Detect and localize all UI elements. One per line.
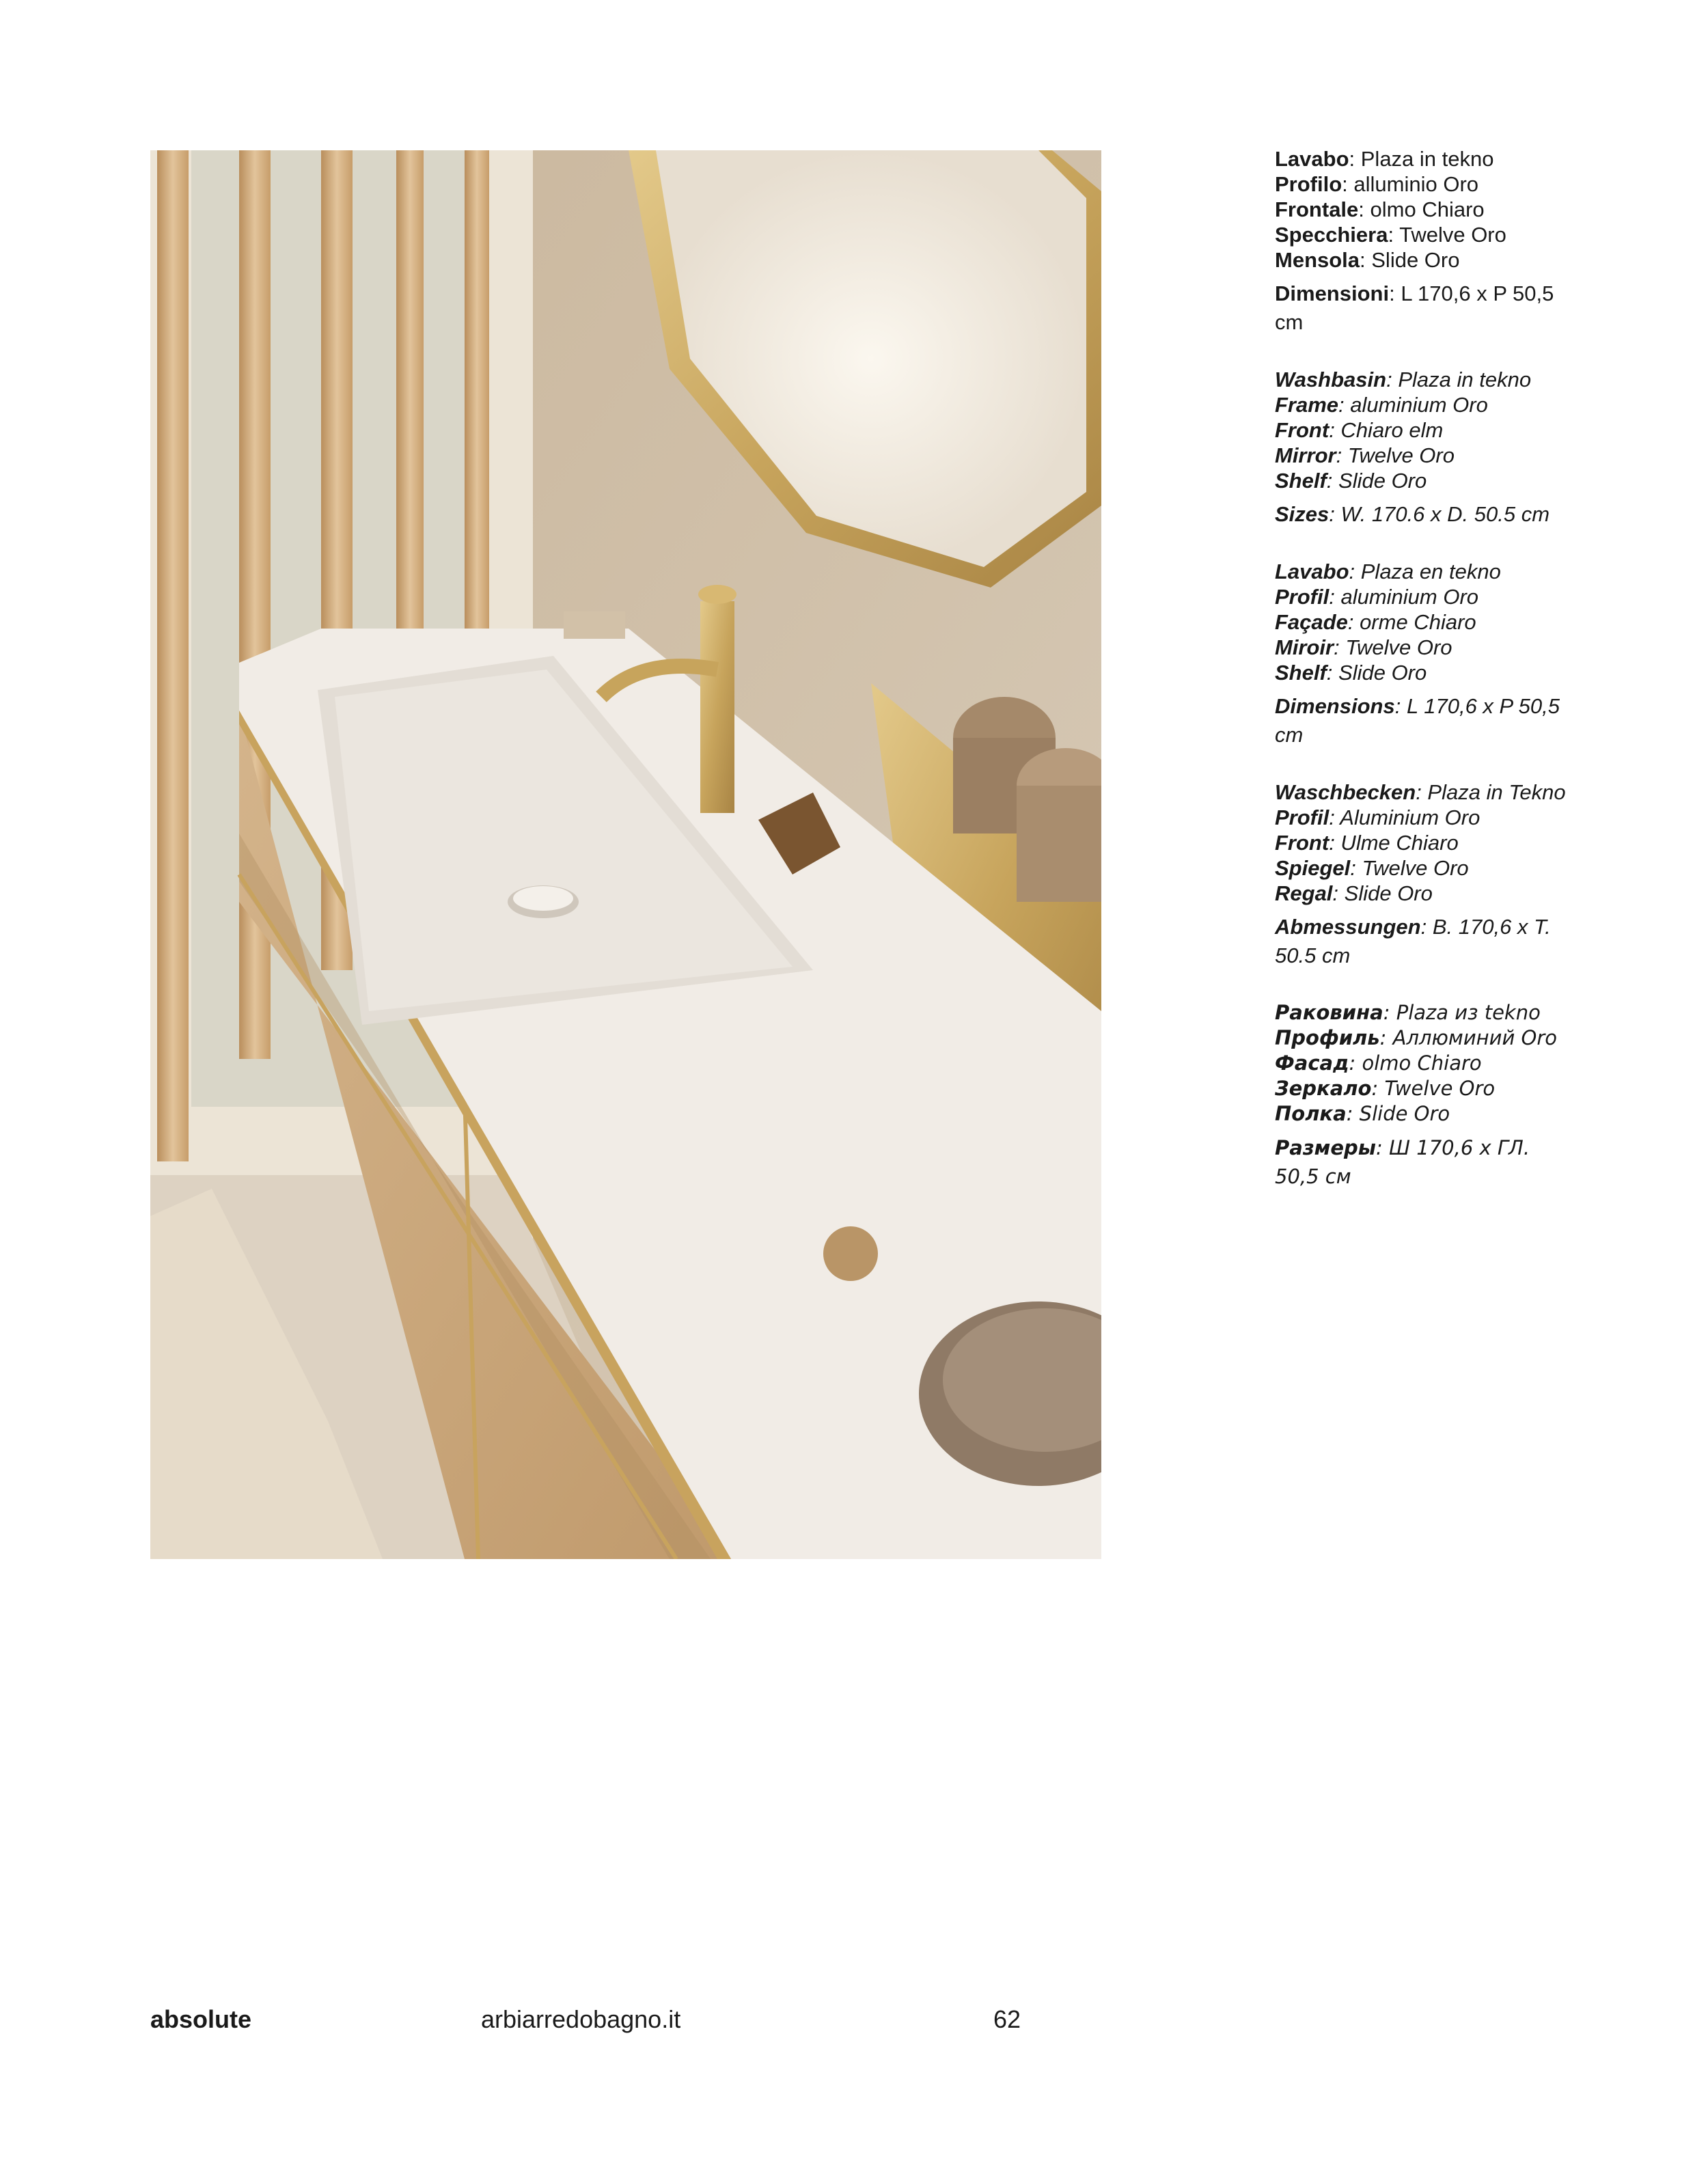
spec-row bbox=[1275, 392, 1562, 417]
spec-label: Lavabo bbox=[1275, 560, 1349, 583]
spec-label: Frontale bbox=[1275, 197, 1359, 221]
spec-value: : olmo Chiaro bbox=[1358, 197, 1485, 221]
spec-label: Профиль bbox=[1275, 1026, 1380, 1049]
spec-label: Regal bbox=[1275, 881, 1333, 905]
spec-row bbox=[1275, 417, 1562, 443]
product-photo bbox=[150, 150, 1101, 1559]
website-url[interactable]: arbiarredobagno.it bbox=[481, 2005, 681, 2033]
spec-row bbox=[1275, 584, 1562, 609]
spec-value: : Ш 170,6 х ГЛ. 50,5 см bbox=[1275, 1136, 1530, 1188]
spec-value: : L 170,6 x P 50,5 cm bbox=[1275, 694, 1560, 747]
spec-value: : Twelve Oro bbox=[1350, 856, 1469, 880]
spec-value: : L 170,6 x P 50,5 cm bbox=[1275, 281, 1554, 334]
spec-row bbox=[1275, 805, 1562, 830]
spec-row bbox=[1275, 830, 1562, 855]
spec-value: : Slide Oro bbox=[1326, 661, 1427, 685]
spec-row bbox=[1275, 855, 1562, 881]
spec-value: : Ulme Chiaro bbox=[1329, 831, 1459, 855]
spec-row bbox=[1275, 881, 1562, 906]
spec-list bbox=[1275, 146, 1566, 1221]
spec-label: Front bbox=[1275, 418, 1330, 442]
spec-block-ru bbox=[1275, 1000, 1562, 1191]
spec-label: Фасад bbox=[1275, 1051, 1349, 1075]
spec-value: : Plaza en tekno bbox=[1349, 560, 1501, 583]
spec-value: : Аллюминий Oro bbox=[1379, 1026, 1558, 1049]
spec-value: : Plaza in tekno bbox=[1386, 368, 1532, 391]
spec-label: Mirror bbox=[1275, 443, 1336, 467]
spec-label: Front bbox=[1275, 831, 1330, 855]
spec-value: : Slide Oro bbox=[1360, 248, 1460, 272]
spec-block-fr bbox=[1275, 559, 1562, 749]
spec-value: : Chiaro elm bbox=[1329, 418, 1444, 442]
spec-label: Abmessungen bbox=[1275, 915, 1421, 939]
spec-label: Washbasin bbox=[1275, 368, 1387, 391]
spec-label: Dimensions bbox=[1275, 694, 1395, 718]
spec-value: : Plaza in Tekno bbox=[1416, 780, 1566, 804]
page-number: 62 bbox=[993, 2005, 1021, 2033]
spec-row bbox=[1275, 468, 1562, 493]
spec-value: : Twelve Oro bbox=[1371, 1077, 1496, 1100]
spec-label: Spiegel bbox=[1275, 856, 1351, 880]
spec-label: Shelf bbox=[1275, 661, 1327, 685]
brand-name: absolute bbox=[150, 2005, 252, 2033]
spec-row bbox=[1275, 197, 1562, 222]
spec-label: Waschbecken bbox=[1275, 780, 1416, 804]
spec-value: : Plaza in tekno bbox=[1349, 147, 1494, 171]
spec-row bbox=[1275, 1101, 1562, 1127]
spec-block-de bbox=[1275, 780, 1566, 970]
spec-label: Sizes bbox=[1275, 502, 1330, 526]
spec-value: : Slide Oro bbox=[1326, 469, 1427, 493]
spec-label: Полка bbox=[1275, 1102, 1347, 1125]
spec-label: Зеркало bbox=[1275, 1077, 1372, 1100]
spec-value: : Plaza из tekno bbox=[1383, 1001, 1541, 1024]
spec-value: : alluminio Oro bbox=[1342, 172, 1479, 196]
spec-label: Lavabo bbox=[1275, 147, 1349, 171]
spec-label: Façade bbox=[1275, 610, 1348, 634]
spec-value: : Twelve Oro bbox=[1388, 223, 1506, 247]
spec-value: : Aluminium Oro bbox=[1329, 805, 1480, 829]
spec-value: : aluminium Oro bbox=[1338, 393, 1488, 417]
spec-row bbox=[1275, 780, 1566, 805]
spec-row bbox=[1275, 1025, 1562, 1051]
spec-label: Dimensioni bbox=[1275, 281, 1390, 305]
spec-dimensions bbox=[1275, 1133, 1562, 1191]
spec-row bbox=[1275, 222, 1562, 247]
spec-label: Specchiera bbox=[1275, 223, 1388, 247]
spec-value: : Slide Oro bbox=[1332, 881, 1433, 905]
spec-label: Miroir bbox=[1275, 635, 1334, 659]
spec-block-it bbox=[1275, 146, 1562, 337]
spec-value: : W. 170.6 x D. 50.5 cm bbox=[1329, 502, 1550, 526]
spec-row bbox=[1275, 635, 1562, 660]
spec-row bbox=[1275, 443, 1562, 468]
spec-label: Shelf bbox=[1275, 469, 1327, 493]
spec-value: : aluminium Oro bbox=[1329, 585, 1479, 609]
spec-value: : Twelve Oro bbox=[1336, 443, 1455, 467]
spec-row bbox=[1275, 609, 1562, 635]
spec-value: : Slide Oro bbox=[1346, 1102, 1450, 1125]
spec-row bbox=[1275, 559, 1562, 584]
spec-row bbox=[1275, 146, 1562, 171]
spec-value: : Twelve Oro bbox=[1334, 635, 1452, 659]
spec-dimensions bbox=[1275, 500, 1562, 529]
spec-dimensions bbox=[1275, 913, 1562, 970]
spec-row bbox=[1275, 660, 1562, 685]
page-footer bbox=[0, 2005, 1708, 2039]
spec-value: : olmo Chiaro bbox=[1349, 1051, 1482, 1075]
spec-block-en bbox=[1275, 367, 1562, 529]
spec-value: : orme Chiaro bbox=[1347, 610, 1476, 634]
spec-row bbox=[1275, 367, 1562, 392]
spec-dimensions bbox=[1275, 279, 1562, 337]
spec-row bbox=[1275, 1000, 1562, 1025]
spec-label: Раковина bbox=[1275, 1001, 1383, 1024]
spec-row bbox=[1275, 247, 1562, 273]
spec-label: Profil bbox=[1275, 805, 1330, 829]
spec-row bbox=[1275, 171, 1562, 197]
spec-label: Profilo bbox=[1275, 172, 1342, 196]
spec-row bbox=[1275, 1076, 1562, 1101]
spec-label: Размеры bbox=[1275, 1136, 1377, 1159]
spec-label: Profil bbox=[1275, 585, 1330, 609]
spec-row bbox=[1275, 1051, 1562, 1076]
spec-label: Frame bbox=[1275, 393, 1339, 417]
spec-dimensions bbox=[1275, 692, 1562, 749]
spec-value: : B. 170,6 x T. 50.5 cm bbox=[1275, 915, 1551, 967]
spec-label: Mensola bbox=[1275, 248, 1360, 272]
bathroom-vanity-photo bbox=[150, 150, 1101, 1559]
